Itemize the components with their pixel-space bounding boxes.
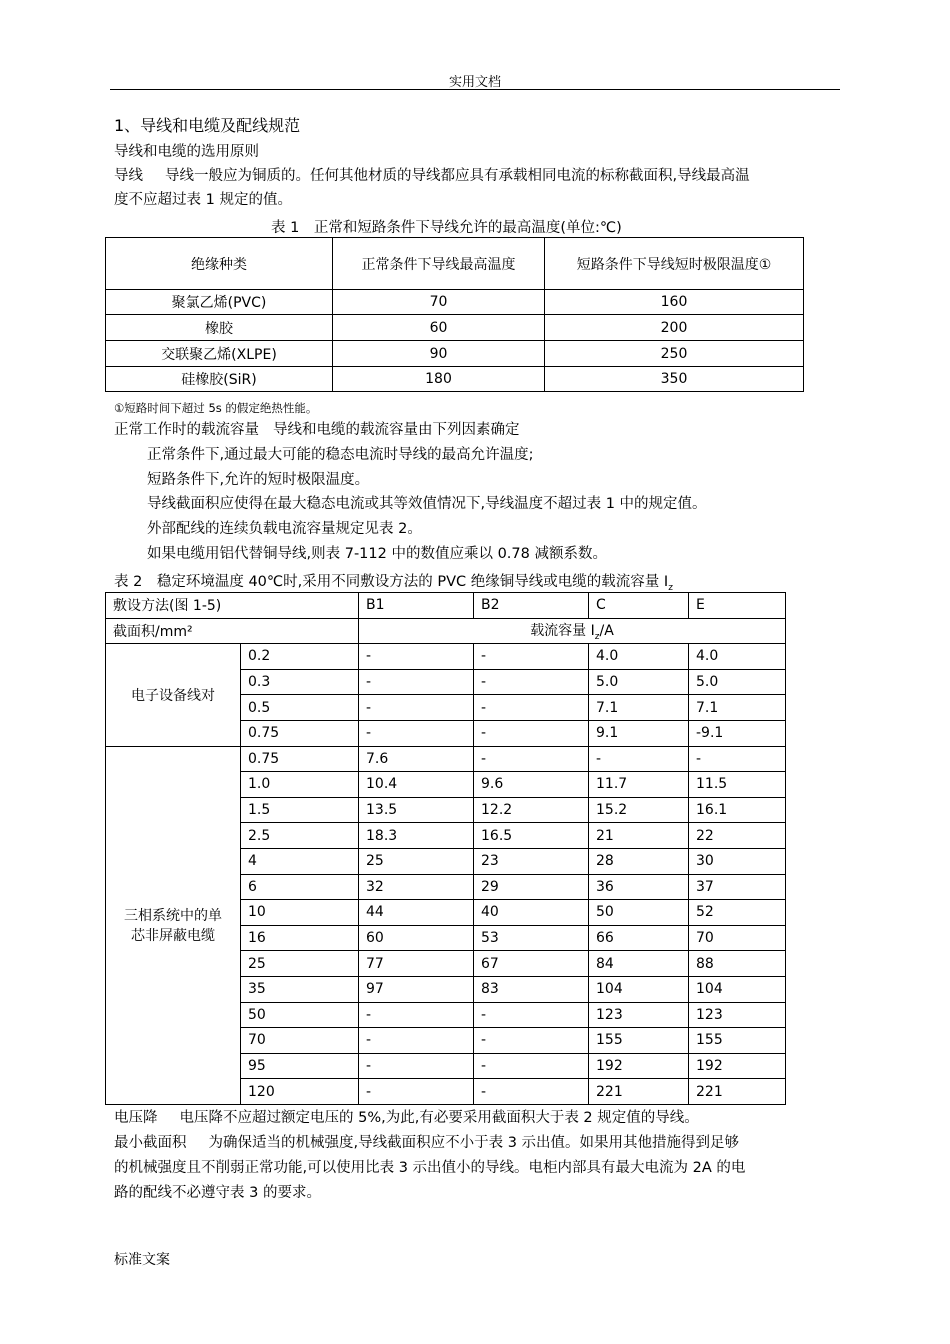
capacity-cell: 60 [359,925,474,951]
method-col: B1 [359,593,474,619]
table1-header: 短路条件下导线短时极限温度① [545,238,804,290]
capacity-cell: 37 [689,874,786,900]
capacity-cell: 155 [689,1028,786,1054]
capacity-cell: 97 [359,976,474,1002]
capacity-cell: 104 [689,976,786,1002]
table1-cell: 70 [333,290,545,315]
capacity-cell: - [359,720,474,746]
capacity-cell: - [359,669,474,695]
capacity-cell: 7.1 [689,695,786,721]
capacity-cell: - [359,1002,474,1028]
capacity-cell: - [474,669,589,695]
capacity-cell: - [474,1002,589,1028]
capacity-cell: - [359,644,474,670]
capacity-cell: 12.2 [474,797,589,823]
list-item: 正常条件下,通过最大可能的稳态电流时导线的最高允许温度; [147,447,534,463]
capacity-cell: 29 [474,874,589,900]
page-footer: 标准文案 [114,1252,170,1268]
list-item: 如果电缆用铝代替铜导线,则表 7-112 中的数值应乘以 0.78 减额系数。 [147,546,607,562]
capacity-cell: 11.7 [589,772,689,798]
paragraph-min-area-cont: 的机械强度且不削弱正常功能,可以使用比表 3 示出值小的导线。电柜内部具有最大电流为 2A 的电 [114,1160,746,1176]
capacity-cell: 36 [589,874,689,900]
capacity-cell: 44 [359,900,474,926]
table1-cell: 160 [545,290,804,315]
paragraph-min-area-cont: 路的配线不必遵守表 3 的要求。 [114,1185,321,1201]
capacity-cell: - [474,1079,589,1105]
capacity-cell: 221 [689,1079,786,1105]
paragraph-lead: 电压降 [114,1110,158,1126]
table1-cell: 90 [333,341,545,367]
table1-cell: 橡胶 [106,315,333,341]
paragraph-text: 电压降不应超过额定电压的 5%,为此,有必要采用截面积大于表 2 规定值的导线。 [179,1110,699,1126]
list-item: 外部配线的连续负载电流容量规定见表 2。 [147,521,422,537]
method-col: E [689,593,786,619]
capacity-cell: 16.1 [689,797,786,823]
capacity-cell: 11.5 [689,772,786,798]
capacity-cell: - [474,1053,589,1079]
capacity-cell: - [474,746,589,772]
paragraph-min-area [114,1133,739,1153]
capacity-cell: 32 [359,874,474,900]
capacity-cell: 192 [689,1053,786,1079]
capacity-cell: 67 [474,951,589,977]
capacity-cell: 155 [589,1028,689,1054]
group-name: 电子设备线对 [106,644,241,746]
capacity-cell: 10.4 [359,772,474,798]
capacity-cell: 83 [474,976,589,1002]
area-cell: 0.75 [241,746,359,772]
group-electronic-pairs [106,644,786,746]
table1-header: 绝缘种类 [106,238,333,290]
capacity-cell: - [589,746,689,772]
list-item: 导线截面积应使得在最大稳态电流或其等效值情况下,导线温度不超过表 1 中的规定值。 [147,496,707,512]
area-cell: 1.0 [241,772,359,798]
method-col: B2 [474,593,589,619]
capacity-cell: 7.6 [359,746,474,772]
paragraph-capacity [114,420,520,440]
table1-caption: 表 1 正常和短路条件下导线允许的最高温度(单位:℃) [271,220,622,236]
capacity-cell: 30 [689,848,786,874]
paragraph-text: 导线一般应为铜质的。任何其他材质的导线都应具有承载相同电流的标称截面积,导线最高温 [165,168,750,184]
table-row [106,644,786,670]
capacity-cell: 23 [474,848,589,874]
area-cell: 50 [241,1002,359,1028]
capacity-cell: - [474,695,589,721]
capacity-cell: 50 [589,900,689,926]
capacity-cell: 52 [689,900,786,926]
paragraph-voltage-drop [114,1108,699,1128]
capacity-cell: 77 [359,951,474,977]
table1-cell: 交联聚乙烯(XLPE) [106,341,333,367]
capacity-label: 载流容量 $I_z/A$ [359,618,786,644]
area-cell: 0.3 [241,669,359,695]
capacity-cell: 70 [689,925,786,951]
capacity-cell: - [359,695,474,721]
area-cell: 6 [241,874,359,900]
area-cell: 2.5 [241,823,359,849]
table1-header: 正常条件下导线最高温度 [333,238,545,290]
capacity-cell: 84 [589,951,689,977]
capacity-cell: 123 [589,1002,689,1028]
capacity-cell: - [474,720,589,746]
table1-cell: 350 [545,367,804,392]
capacity-cell: 22 [689,823,786,849]
subtitle: 导线和电缆的选用原则 [114,144,259,160]
capacity-cell: -9.1 [689,720,786,746]
capacity-cell: 9.6 [474,772,589,798]
capacity-cell: 15.2 [589,797,689,823]
capacity-cell: 104 [589,976,689,1002]
ampacity-table [105,592,786,1105]
capacity-cell: 5.0 [689,669,786,695]
capacity-cell: 88 [689,951,786,977]
section-title: 1、导线和电缆及配线规范 [114,116,301,135]
capacity-cell: - [474,644,589,670]
capacity-cell: 123 [689,1002,786,1028]
table1-cell: 250 [545,341,804,367]
page-header: 实用文档 [448,75,501,90]
header-divider [110,89,840,90]
group-name: 三相系统中的单 芯非屏蔽电缆 [106,746,241,1104]
area-cell: 10 [241,900,359,926]
capacity-cell: 66 [589,925,689,951]
temperature-table [105,237,804,392]
area-cell: 120 [241,1079,359,1105]
capacity-cell: 192 [589,1053,689,1079]
paragraph-lead: 导线 [114,168,143,184]
area-cell: 4 [241,848,359,874]
capacity-cell: 9.1 [589,720,689,746]
capacity-cell: - [359,1028,474,1054]
capacity-cell: 13.5 [359,797,474,823]
paragraph-lead: 最小截面积 [114,1135,187,1151]
capacity-cell: 7.1 [589,695,689,721]
table1-footnote: ①短路时间下超过 5s 的假定绝热性能。 [114,401,318,415]
capacity-cell: - [359,1079,474,1105]
paragraph-text: 为确保适当的机械强度,导线截面积应不小于表 3 示出值。如果用其他措施得到足够 [208,1135,740,1151]
table-row [106,746,786,772]
capacity-cell: - [474,1028,589,1054]
table1-cell: 硅橡胶(SiR) [106,367,333,392]
capacity-cell: 221 [589,1079,689,1105]
list-item: 短路条件下,允许的短时极限温度。 [147,472,370,488]
capacity-cell: - [359,1053,474,1079]
capacity-cell: 25 [359,848,474,874]
table1-cell: 180 [333,367,545,392]
area-cell: 16 [241,925,359,951]
capacity-cell: 18.3 [359,823,474,849]
capacity-cell: 16.5 [474,823,589,849]
capacity-cell: - [689,746,786,772]
capacity-cell: 5.0 [589,669,689,695]
area-cell: 0.75 [241,720,359,746]
paragraph-conductor-cont: 度不应超过表 1 规定的值。 [114,192,292,208]
paragraph-lead: 正常工作时的载流容量 [114,422,259,438]
area-cell: 0.5 [241,695,359,721]
area-cell: 0.2 [241,644,359,670]
table1-cell: 60 [333,315,545,341]
capacity-cell: 21 [589,823,689,849]
table1-cell: 200 [545,315,804,341]
group-three-phase-cables [106,746,786,1104]
capacity-cell: 4.0 [689,644,786,670]
area-cell: 95 [241,1053,359,1079]
area-cell: 35 [241,976,359,1002]
table2-caption: 表 2 稳定环境温度 40℃时,采用不同敷设方法的 PVC 绝缘铜导线或电缆的载流容量 $I_z$ [114,574,673,593]
capacity-cell: 28 [589,848,689,874]
area-cell: 1.5 [241,797,359,823]
capacity-cell: 4.0 [589,644,689,670]
paragraph-conductor [114,166,750,186]
paragraph-text: 导线和电缆的载流容量由下列因素确定 [273,422,520,438]
area-cell: 25 [241,951,359,977]
method-label: 敷设方法(图 1-5) [106,593,359,619]
capacity-cell: 53 [474,925,589,951]
capacity-cell: 40 [474,900,589,926]
area-cell: 70 [241,1028,359,1054]
method-col: C [589,593,689,619]
table1-cell: 聚氯乙烯(PVC) [106,290,333,315]
area-label: 截面积/mm² [106,618,359,644]
